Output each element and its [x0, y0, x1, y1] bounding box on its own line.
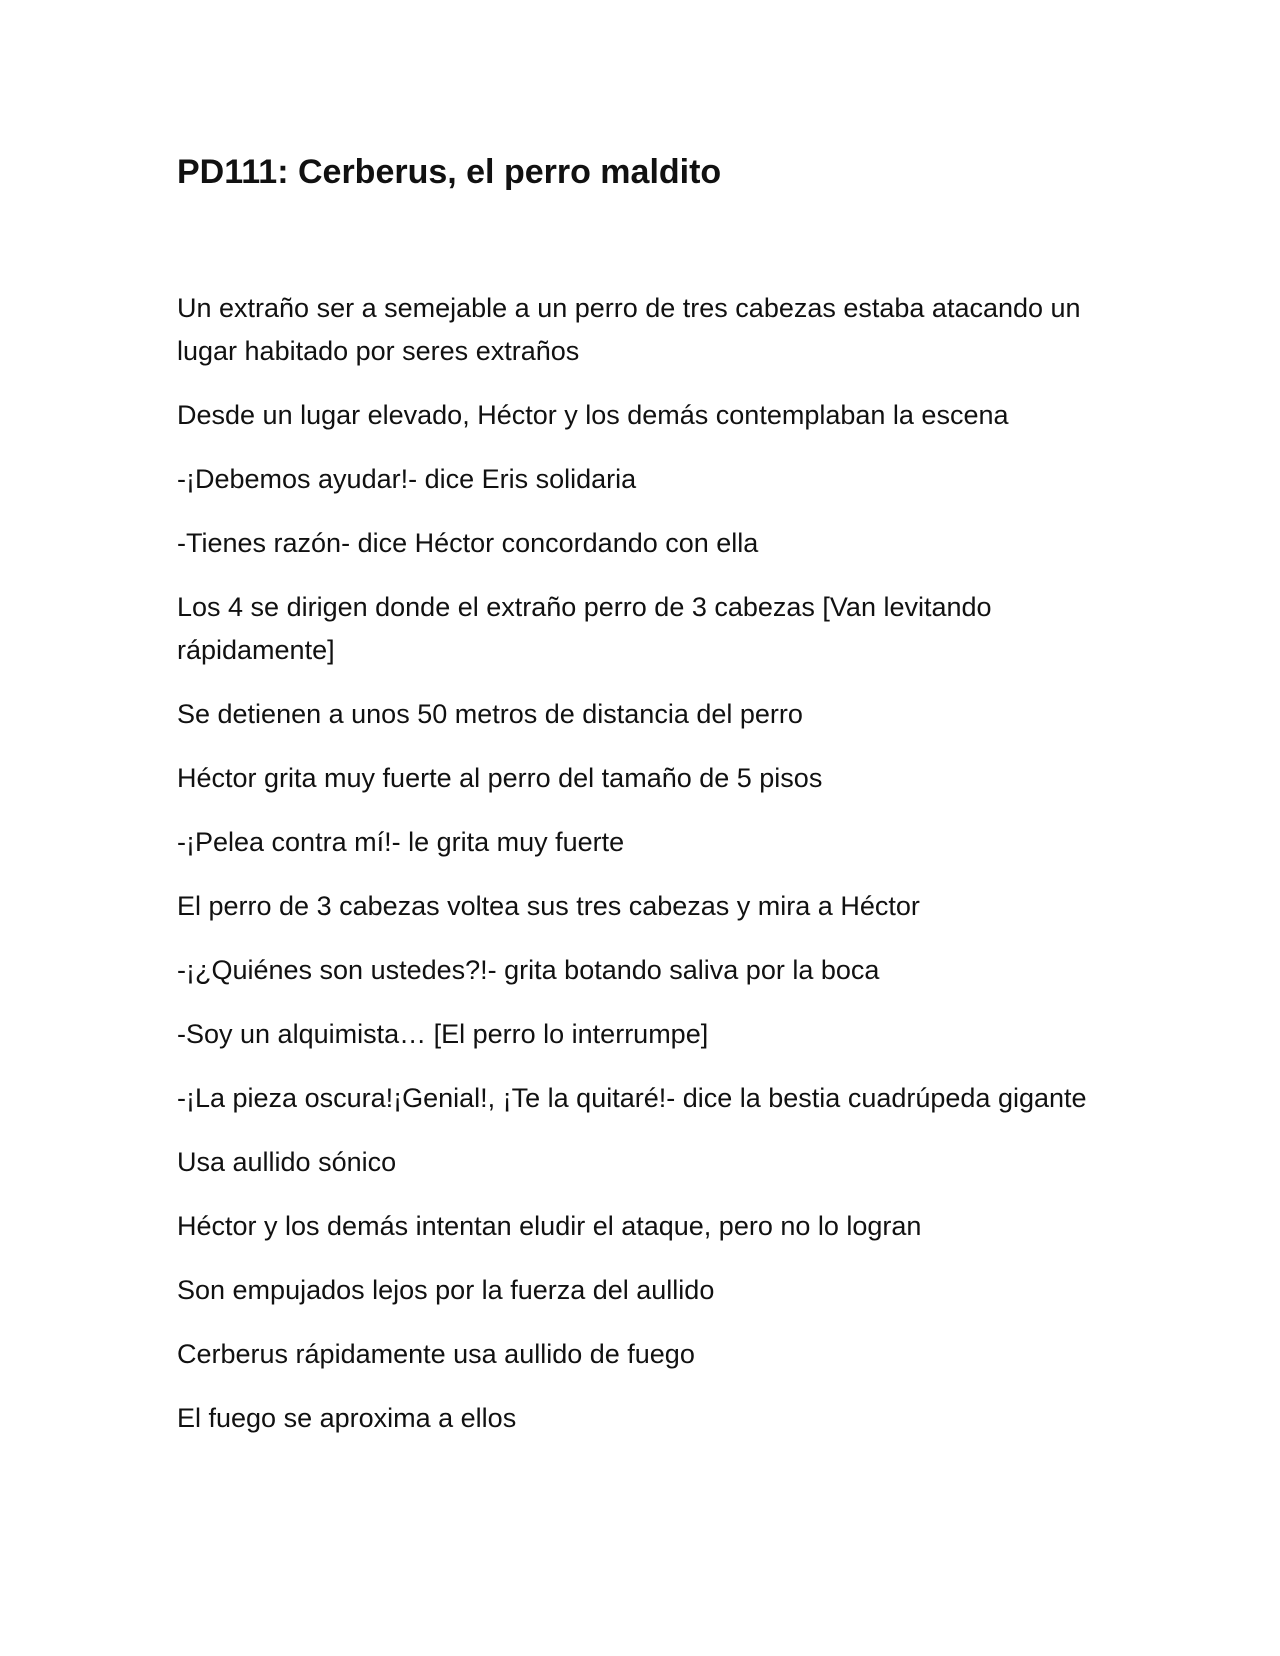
paragraph: Usa aullido sónico: [177, 1147, 397, 1178]
paragraph: -¡¿Quiénes son ustedes?!- grita botando saliva por la boca: [177, 955, 880, 986]
paragraph: Cerberus rápidamente usa aullido de fuego: [177, 1339, 695, 1370]
paragraph: Se detienen a unos 50 metros de distancia del perro: [177, 699, 803, 730]
paragraph: -¡Pelea contra mí!- le grita muy fuerte: [177, 827, 625, 858]
paragraph: Desde un lugar elevado, Héctor y los demás contemplaban la escena: [177, 400, 1009, 431]
paragraph: Héctor grita muy fuerte al perro del tamaño de 5 pisos: [177, 763, 823, 794]
document-title: PD111: Cerberus, el perro maldito: [177, 153, 722, 191]
document-body: [177, 287, 1097, 1440]
paragraph: El fuego se aproxima a ellos: [177, 1403, 517, 1434]
paragraph: Los 4 se dirigen donde el extraño perro de 3 cabezas [Van levitando rápidamente]: [177, 592, 992, 666]
paragraph: Héctor y los demás intentan eludir el ataque, pero no lo logran: [177, 1211, 922, 1242]
paragraph: El perro de 3 cabezas voltea sus tres cabezas y mira a Héctor: [177, 891, 920, 922]
paragraph: Son empujados lejos por la fuerza del aullido: [177, 1275, 715, 1306]
paragraph: -Tienes razón- dice Héctor concordando con ella: [177, 528, 759, 559]
document-page: [177, 150, 1097, 1461]
paragraph: -¡Debemos ayudar!- dice Eris solidaria: [177, 464, 637, 495]
paragraph: Un extraño ser a semejable a un perro de tres cabezas estaba atacando un lugar habitado por seres extraños: [177, 293, 1081, 367]
paragraph: -¡La pieza oscura!¡Genial!, ¡Te la quitaré!- dice la bestia cuadrúpeda gigante: [177, 1083, 1087, 1114]
paragraph: -Soy un alquimista… [El perro lo interrumpe]: [177, 1019, 709, 1050]
